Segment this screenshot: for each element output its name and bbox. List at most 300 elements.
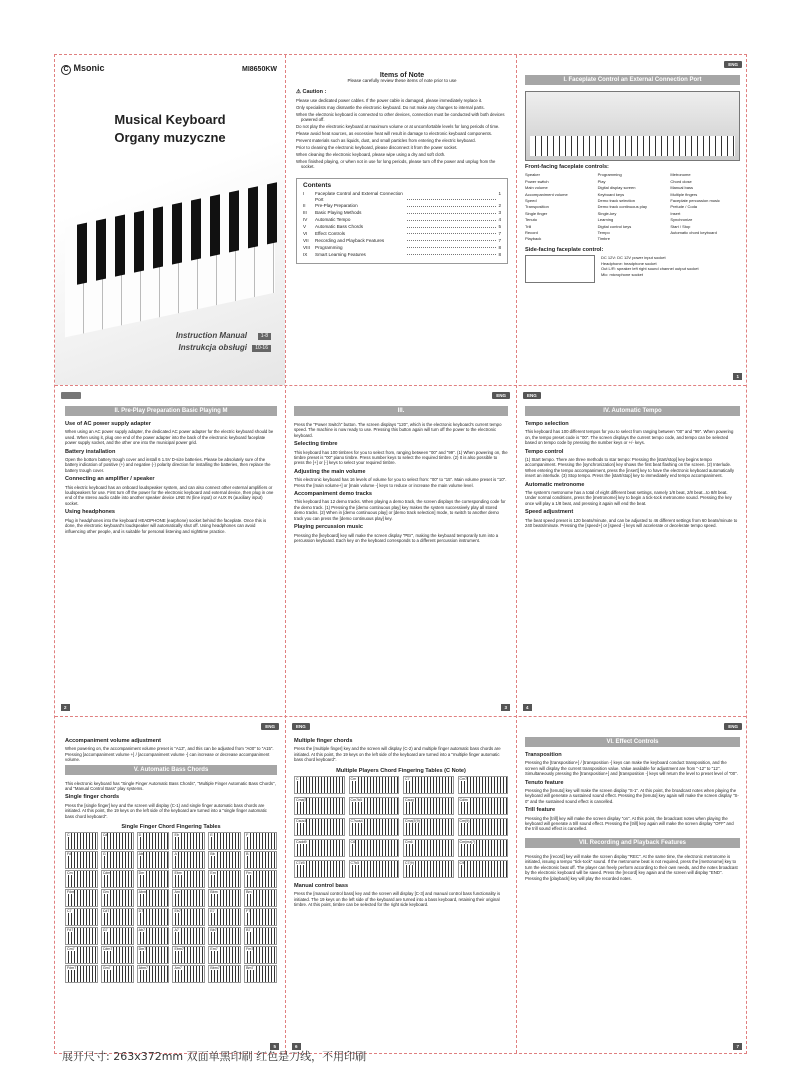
chord-diagram [208,832,241,850]
front-control-item: Power switch [525,178,549,184]
contents-num: VII [303,237,309,243]
section-heading: Tenuto feature [525,779,564,786]
chord-label: Ab7 [138,928,146,933]
section-heading: Multiple finger chords [294,738,353,744]
front-control-item: Tenuto [525,217,538,223]
chord-label: Caug [405,798,414,803]
side-port-diagram [525,255,595,283]
front-control-item: Digital display screen [597,185,636,191]
chord-label: F#m [67,890,75,895]
chord-diagram [294,860,345,878]
section-heading: Battery installation [65,448,116,455]
section-heading: Accompaniment demo tracks [294,491,373,498]
contents-row [303,224,501,229]
chord-label: C9 [459,861,465,866]
section-band: V. Automatic Bass Chords [65,765,277,775]
section-heading: Tempo selection [525,421,569,427]
chord-diagram [65,832,98,850]
page-4-panel [517,386,748,716]
side-controls [525,255,740,283]
chord-label: G7 [102,928,108,933]
chord-label: C# [102,833,108,838]
chord-label: Eb7 [174,909,181,914]
language-tag: ENG [261,723,279,730]
contents-label: Recording and Playback Features [315,237,385,243]
contents-page: 5 [498,224,501,230]
caution-item: When finished playing, or when not in use for long periods, please turn off the power and unplug from the socket. [296,158,496,170]
section-text: Pressing the [transposition+] / [transposition -] keys can make the keyboard conduct transposition, and the screen will display the current transposition value. Value available for adjustment are from "-12" to "12". Simultaneously pressing the [transposition+] and [transposition -] keys will return the level to preset level of "00". [525,760,738,777]
page-4-body [525,422,740,529]
front-controls-title: Front-facing faceplate controls: [525,164,609,170]
contents-label: Automatic Bass Chords [315,224,363,230]
chord-diagram [208,870,241,888]
chord-diagram [65,908,98,926]
single-finger-chord-table [65,832,277,983]
chord-label: E [210,833,213,838]
manual-label-pl: Instrukcja obsługi [178,343,247,352]
chord-diagram [172,965,205,983]
section-text: Pressing the [record] key will make the screen display "REC". At the same time, the electronic metronome is initiated, issuing a tempo "tick-tock" sound. If the metronome beat is not required, press the [metronome] key to turn the electronic beat off. The player can freely perform according to their own needs, and the notes broadcast by the electronic keyboard will be saved. Press the [record] key again and the screen will display "END". Pressing the [playback] key will play the recorded notes. [525,853,738,881]
contents-page: 7 [498,231,501,237]
contents-row [303,238,501,243]
chord-diagram [137,965,170,983]
chord-label: Em7 [210,947,218,952]
contents-dots [407,245,497,248]
chord-diagram [244,832,277,850]
chord-diagram [172,889,205,907]
chord-label: E7 [210,909,215,914]
manual-label-en: Instruction Manual [175,331,247,340]
section-band: IV. Automatic Tempo [525,406,740,416]
page-number: 5 [270,1043,279,1050]
contents-row [303,231,501,236]
section-heading: Automatic metronome [525,481,585,488]
front-control-item: Timbre [597,236,610,242]
chord-diagram [244,889,277,907]
chord-diagram [137,946,170,964]
section-text: This electronic keyboard has "Single Finger Automatic Bass Chords", "Multiple Finger Automatic Bass Chords", and "Manual Control Bass" play systems. [65,780,276,792]
front-control-item [670,236,740,241]
contents-dots [407,224,497,227]
chord-diagram [172,870,205,888]
chord-diagram [101,889,134,907]
contents-num: IX [303,251,308,257]
page-3-body [294,422,508,543]
section-text: This electric keyboard has an onboard loudspeaker system, and can also connect other external amplifiers or loudspeakers for use. First turn off the power for the electronic keyboard and external device, then plug in one end of the stereo audio cable into another speaker device LINE IN (line input) or AUX IN (auxiliary input) socket. [65,484,274,506]
chord-label: Cm6 [405,840,413,845]
chord-label: Cm7 [67,947,75,952]
chord-diagram [349,839,400,857]
section-heading: Transposition [525,752,562,758]
page-1-panel [517,55,748,385]
pages-pl-badge: 10-16 [252,345,271,352]
chord-label: C [296,777,299,782]
chord-diagram [403,776,454,794]
caution-item: When the electronic keyboard is connected to other devices, connection must be conducted with both devices powered off. [296,112,505,123]
chord-label: Fm7 [246,947,254,952]
chord-label: F7 [246,909,251,914]
section-text: Open the bottom battery trough cover and install 6 1.5V D-size batteries. Please be absolutely sure of the battery indication of positive (+) and negative (-) polarity direction for installing the batteries, then replace the battery trough cover. [65,457,271,473]
contents-row [303,252,501,257]
side-control-item: Out L/R: speaker left right sound channel output socket [601,266,699,272]
chord-label: Bm7 [246,966,254,971]
contents-page: 4 [498,217,501,223]
chord-diagram [208,851,241,869]
caution-list [296,98,508,169]
chord-label: Am7 [174,966,182,971]
contents-num: III [303,210,307,216]
section-text: This keyboard has 100 timbres for you to select from, ranging between "00" and "99". (1) When powering on, the timbre preset is "00" piano timbre. Press number keys to select the required timbre. (2) It is also possible to press the [+] or [-] keys to select your required timbre. [294,449,508,466]
contents-dots [407,210,497,213]
chord-label: F# [67,852,72,857]
front-control-item: Speed [525,198,537,204]
language-tag: ENG [292,723,310,730]
chord-label: Abm [138,890,147,895]
notes-subtitle: Please carefully review these items of note prior to use [347,78,457,84]
caution-item: Do not play the electronic keyboard at maximum volume or at uncomfortable levels for long periods of time. [296,124,500,130]
chord-label: Cadd9 [296,840,307,845]
chord-diagram [172,946,205,964]
section-heading: Tempo control [525,448,564,455]
chord-label: C#7 [102,909,110,914]
cover-title-pl: Organy muzyczne [114,130,226,145]
section-text: The beat speed preset is 120 beats/minute, and can be adjusted to 46 different settings from 60 beats/minute to 240 beats/minute. Pressing the [speed+] or [speed -] keys will accelerate or decelerate tempo speed. [525,517,738,529]
chord-label: C7b5 [350,861,360,866]
side-controls-title: Side-facing faceplate control: [525,246,604,253]
chord-diagram [101,832,134,850]
chord-label: Cmaj7 [296,798,307,803]
chord-label: Bbm7 [210,966,220,971]
caution-item: Please avoid heat sources, as excessive heat will result in damage to electronic keyboard components. [296,131,493,137]
section-text: When using an AC power supply adapter, the dedicated AC power adapter for the electric keyboard should be used. When using it, plug one end of the power adapter into the back of the electronic keyboard faceplate power supply socket, and the other one into the municipal power grid. [65,429,274,446]
section-text: Plug in headphones into the keyboard HEADPHONE (earphone) socket behind the faceplate. Once this is done, the electronic keyboard's loudspeaker will automatically shut off. Using headphones can avoid influencing other people, and is suitable for personal listening and nighttime practice. [65,517,267,534]
keyboard-illustration [65,183,275,338]
chord-label: A7 [174,928,179,933]
front-control-item: Keyboard keys [597,191,625,197]
contents-num: VIII [303,244,310,250]
chord-label: Cm [350,777,357,782]
section-text: This keyboard has 12 demo tracks. When playing a demo track, the screen displays the corresponding code for the demo track. (1) Pressing the [demo continuous play] key makes the system successively play all stored demo tracks. (2) When in [demo continuous play] or [demo track selection] mode, to switch to another demo track you can press the [demo continuous play] key. [294,499,506,521]
language-tag: ENG [724,61,742,68]
chord-label: C6 [350,840,356,845]
chord-label: Bbm [210,890,218,895]
caution-item: Only specialists may dismantle the electronic keyboard. Do not make any changes to internal parts. [296,105,485,111]
contents-row [303,191,501,202]
chord-diagram [137,927,170,945]
chord-diagram [403,797,454,815]
section-text: This electronic keyboard has 16 levels of volume for you to select from: "00" to "15". Main volume preset is "10". Press the [main volume+] or [main volume -] keys to reduce or increase the main volume level. [294,477,507,488]
chord-label: C7sus4 [350,819,363,824]
multi-finger-chord-table [294,776,508,878]
contents-num: II [303,203,306,209]
section-text: When powering on, the accompaniment volume preset is "A13", and this can be adjusted from "A00" to "A15". Pressing [accompaniment volume +] / [accompaniment volume -] can increase or decrease accompaniment volume. [65,746,274,763]
chord-label: Abm7 [138,966,149,971]
chord-diagram [65,927,98,945]
contents-dots [407,203,497,206]
section-heading: Manual control bass [294,883,349,890]
chord-label: F#7 [67,928,74,933]
front-control-item: Digital control keys [597,223,632,229]
chord-label: C7 [405,777,410,782]
front-control-item: Tempo [597,230,610,236]
front-control-item: Single finger [525,210,548,216]
section-heading: Adjusting the main volume [294,468,366,475]
contents-row [303,245,501,250]
chord-diagram [101,908,134,926]
side-control-item: DC 12V: DC 12V power input socket [601,255,666,261]
chord-diagram [458,776,509,794]
side-control-item: Mic: microphone socket [601,271,644,277]
chord-diagram [349,797,400,815]
chord-diagram [172,832,205,850]
section-text: This keyboard has 100 different tempos for you to select from ranging between "00" and "99". When powering on, the tempo preset code is "00". The screen displays the current tempo code, and tempo can be selected based on tempo code by pressing the number keys or +/- keys. [525,429,734,446]
chord-diagram [208,908,241,926]
chord-diagram [65,965,98,983]
section-text: (1) Start tempo. There are three methods to star tempo: Pressing the [start/stop] key begins tempo accompaniment. Pressing the [synchronization] key shows the first beat flashing on the screen. (2) Interlude. When entering the tempo accompaniment, press the [insert] key to have the electronic keyboard automatically insert an interlude. (3) Stop tempo. Press the [start/stop] key to immediately end tempo accompaniment. [525,457,734,479]
chord-diagram [244,927,277,945]
chord-diagram [172,851,205,869]
contents-page: 2 [498,203,501,209]
chord-diagram [244,870,277,888]
chord-label: C7(9) [405,861,414,866]
contents-label: Programming [315,244,343,250]
contents-row [303,217,501,222]
page-5-panel [55,717,285,1055]
page-7-body [525,753,740,832]
front-control-item: Play [597,178,606,184]
section-heading: Single finger chords [65,794,120,801]
chord-label: Cm7b5 [350,798,363,803]
front-control-item: Multiple fingers [670,191,698,197]
section-band: VII. Recording and Playback Features [525,838,740,848]
chord-label: Cm [67,871,73,876]
front-control-item: Learning [597,217,614,223]
chord-diagram [403,818,454,836]
chord-diagram [349,776,400,794]
chord-label: B [246,852,249,857]
section-text: Press the "Power Switch" button. The screen displays "120", which is the electronic keyboard's current tempo speed. The machine is now ready to use. Pressing this button again will turn off the power to the electronic keyboard. [294,422,502,438]
chord-label: Ebm7 [174,947,184,952]
chord-table-title: Multiple Players Chord Fingering Tables (C Note) [336,767,466,774]
chord-diagram [294,797,345,815]
front-control-item: Programming [597,172,622,178]
contents-dots [407,191,497,200]
section-band: VI. Effect Controls [525,737,740,747]
section-heading: Connecting an amplifier / speaker [65,476,155,483]
language-tag: ENG [724,723,742,730]
section-heading: Accompaniment volume adjustment [65,738,162,744]
chord-diagram [294,818,345,836]
section-text: Pressing the [keyboard] key will make the screen display "PEr", making the keyboard temporarily turn into a percussion keyboard. Each key on the keyboard corresponds to a different percussion instrument. [294,532,499,543]
chord-label: Ebm [174,871,182,876]
front-control-item: Main volume [525,185,548,191]
chord-diagram [208,889,241,907]
contents-label: Basic Playing Methods [315,210,362,216]
chord-diagram [65,870,98,888]
cover-panel [55,55,285,385]
chord-diagram [65,946,98,964]
front-control-item: Insert [670,210,681,216]
section-text: Press the [manual control bass] key and the screen will display [C-3] and manual control bass functionality is initiated. The 19 keys on the left side of the keyboard are turned into a bass keyboard, retaining their original timbre. At this point, timbre can be selected for the right side keyboard. [294,891,501,908]
front-control-item: Start / Stop [670,223,691,229]
chord-diagram [137,908,170,926]
contents-row [303,210,501,215]
chord-diagram [137,851,170,869]
chord-diagram [294,776,345,794]
section-heading: Playing percussion music [294,524,364,531]
front-control-item: Automatic chord keyboard [670,230,717,236]
front-control-item: Synchronize [670,217,693,223]
chord-diagram [458,860,509,878]
chord-label: C7 [67,909,72,914]
contents-dots [407,252,497,255]
chord-label: Fm [246,871,252,876]
contents-label: Faceplate Control and External Connection Port [315,191,403,202]
section-text: Pressing the [trill] key will make the screen display "on". At this point, the broadcast notes when playing the keyboard will generate a trill sound effect. Pressing the [trill] key again will make the screen display "OFF" and the trill sound effect is cancelled. [525,815,734,832]
contents-dots [407,217,497,220]
chord-diagram [349,818,400,836]
front-control-item: Faceplate percussion music [670,198,720,204]
contents-label: Effect Controls [315,231,346,237]
chord-label: Gm7 [102,966,111,971]
chord-label: Eb [174,833,179,838]
chord-label: Ab [138,852,144,857]
front-control-item: Transposition [525,204,549,210]
contents-box [296,178,508,264]
caution-item: Prevent materials such as liquids, dust, and small particles from entering the electric keyboard. [296,138,476,144]
section-text: Press the [single finger] key and the screen will display (C-1) and single finger automatic bass chords are initiated. At this point, the 19 keys on the left side of the keyboard are turned into a "single finger automatic bass chord keyboard". [65,802,267,819]
chord-diagram [172,908,205,926]
section-heading: Speed adjustment [525,509,574,516]
front-control-item: Prelude / Coda [670,204,698,210]
chord-label: Cm7 [459,777,468,782]
contents-page: 3 [498,210,501,216]
front-control-item: Playback [525,236,542,242]
chord-diagram [244,851,277,869]
chord-label: Em [210,871,216,876]
pages-en-badge: 1-8 [258,333,271,340]
contents-dots [407,238,497,241]
chord-label: Bb [210,852,215,857]
language-tag: ENG [492,392,510,399]
notes-title: Items of Note [379,72,425,79]
chord-diagram [101,870,134,888]
cover-title-en: Musical Keyboard [114,112,226,127]
chord-diagram [208,927,241,945]
chord-label: C#m [102,871,111,876]
chord-diagram [137,889,170,907]
side-controls-list [601,255,699,283]
chord-label: C [67,833,70,838]
front-control-item: Accompaniment volume [525,191,568,197]
contents-title: Contents [303,181,332,189]
chord-diagram [458,839,509,857]
brand-logo [61,65,105,75]
contents-num: V [303,224,307,230]
chord-diagram [403,839,454,857]
chord-diagram [101,946,134,964]
caution-heading: ⚠ Caution : [296,88,327,95]
chord-label: D7 [138,909,144,914]
chord-diagram [294,839,345,857]
section-heading: Trill feature [525,807,556,814]
chord-diagram [244,946,277,964]
page-2-panel [55,386,285,716]
contents-list [303,191,501,257]
contents-page: 1 [498,191,501,197]
front-control-item: Demo track continuous play [597,204,648,210]
model-number: MI8650KW [241,66,277,73]
caution-item: Prior to cleaning the electronic keyboard, please disconnect it from the power socket. [296,145,458,151]
page-3-panel [286,386,516,716]
chord-diagram [101,851,134,869]
section-band: III. [294,406,508,416]
chord-label: A [174,852,177,857]
chord-diagram [458,818,509,836]
logo-mark-icon: C [61,65,71,75]
contents-num: IV [303,217,308,223]
chord-label: Bb7 [210,928,217,933]
chord-diagram [458,797,509,815]
section-text: The system's metronome has a total of eight different beat settings, namely 1/8 beat, 2/8 beat...to 8/8 beat. Under normal conditions, press the [metronome] key to begin a tick-tock metronome sound. Pressing the key once will play a 1/8 beat, and pressing it again will end the beat. [525,490,732,506]
caution-item: Please use dedicated power cables. If the power cable is damaged, please immediately replace it. [296,98,483,104]
chord-label: Csus4 [296,819,307,824]
page-number: 7 [733,1043,742,1050]
section-heading: Using headphones [65,509,116,516]
front-control-item: Single-key [597,210,617,216]
notes-panel [286,55,516,385]
contents-page: 8 [498,251,501,257]
chord-label: G [102,852,106,857]
contents-num: I [303,191,305,197]
side-control-item: Headphone: headphone socket [601,260,657,266]
chord-diagram [65,889,98,907]
print-sheet [54,54,747,1054]
chord-diagram [137,832,170,850]
front-control-item: Manual bass [670,185,694,191]
front-control-item: Trill [525,223,532,229]
brand-name: Msonic [73,63,105,73]
contents-page: 8 [498,244,501,250]
chord-label: Cm(maj7) [459,840,476,845]
page-7-panel [517,717,748,1055]
chord-diagram [244,908,277,926]
faceplate-diagram [525,91,740,161]
page-number: 1 [733,373,742,380]
print-spec-footer: 展开尺寸: 263x372mm 双面单黑印刷 红色是刀线，不用印刷 [62,1050,367,1063]
chord-label: Cdim [459,798,468,803]
contents-num: VI [303,231,308,237]
contents-row [303,203,501,208]
page-number: 4 [523,704,532,711]
chord-diagram [101,927,134,945]
contents-label: Automatic Tempo [315,217,351,223]
page-number: 3 [501,704,510,711]
chord-label: Am [174,890,180,895]
contents-label: Smart Learning Features [315,251,366,257]
chord-diagram [101,965,134,983]
chord-label: Dm [138,871,145,876]
diagram-keys [530,136,735,156]
front-control-item: Chord close [670,178,692,184]
chord-diagram [172,927,205,945]
chord-label: D [138,833,142,838]
caution-item: When cleaning the electronic keyboard, please wipe using a dry and soft cloth. [296,151,446,157]
chord-label: Cm(9) [459,819,470,824]
section-heading: Selecting timbre [294,441,338,448]
chord-label: Cmaj7(9) [405,819,420,824]
chord-diagram [244,965,277,983]
